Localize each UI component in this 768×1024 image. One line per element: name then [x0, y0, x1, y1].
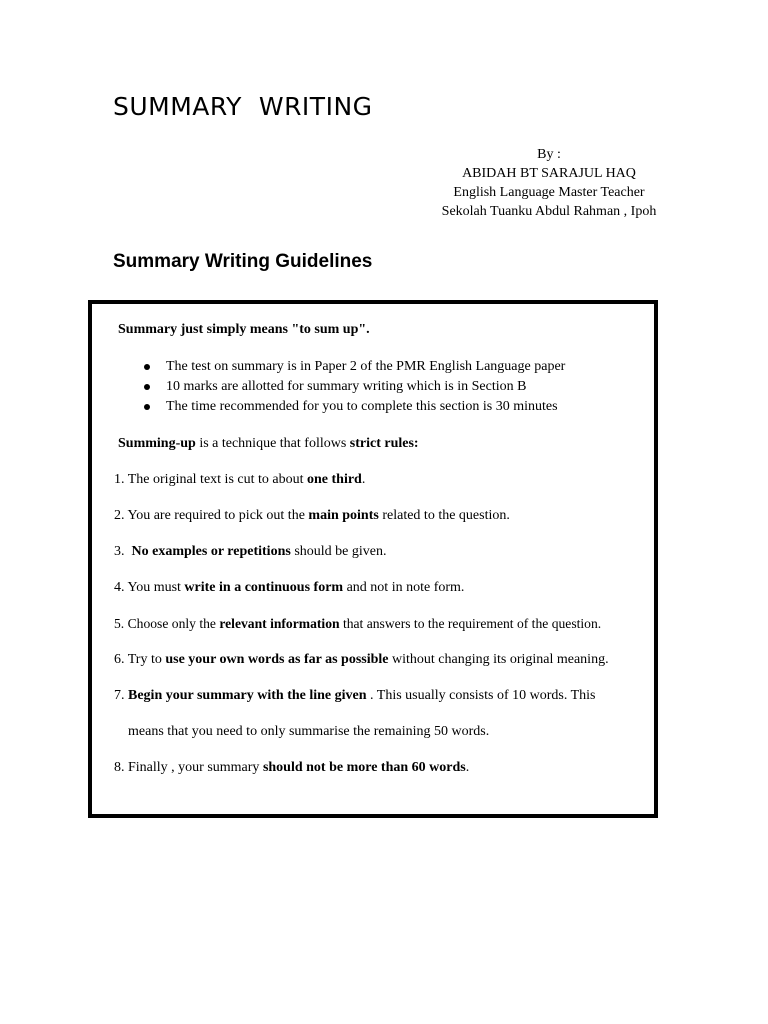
bullet-list: [144, 357, 565, 417]
intro-text: [118, 321, 370, 339]
bullet-icon: [144, 384, 150, 390]
rule-emphasis: Begin your summary with the line given: [128, 688, 367, 703]
list-item: [144, 357, 565, 377]
rule-text: means that you need to only summarise the remaining 50 words.: [114, 724, 490, 739]
bullet-icon: [144, 364, 150, 370]
bullet-text: The time recommended for you to complete this section is 30 minutes: [166, 399, 558, 414]
rule-4: [114, 579, 464, 597]
rule-emphasis: relevant information: [219, 616, 340, 631]
document-title: SUMMARY WRITING: [113, 92, 373, 121]
bullet-text: The test on summary is in Paper 2 of the PMR English Language paper: [166, 359, 566, 374]
rule-3: [114, 543, 386, 561]
guidelines-box: [88, 300, 658, 818]
rule-text: .: [465, 760, 470, 775]
summing-up-line: [118, 435, 419, 453]
rule-text: 3.: [114, 544, 132, 559]
rule-emphasis: write in a continuous form: [184, 580, 344, 595]
bullet-text: 10 marks are allotted for summary writing which is in Section B: [166, 379, 527, 394]
rule-text: 8. Finally , your summary: [114, 760, 263, 775]
rule-emphasis: one third: [307, 472, 362, 487]
byline-school: Sekolah Tuanku Abdul Rahman , Ipoh: [441, 204, 657, 219]
section-heading: Summary Writing Guidelines: [113, 251, 373, 272]
intro-bold: Summary just simply means "to sum up".: [118, 322, 370, 337]
rule-text: should be given.: [290, 544, 387, 559]
summing-up-term: Summing-up: [118, 436, 196, 451]
rule-text: that answers to the requirement of the question.: [339, 616, 602, 631]
strict-rules-label: strict rules:: [349, 436, 419, 451]
rule-text: 5. Choose only the: [114, 616, 220, 631]
rule-emphasis: main points: [308, 508, 379, 523]
rule-8: [114, 759, 469, 777]
rule-text: 2. You are required to pick out the: [114, 508, 309, 523]
summing-up-text: is a technique that follows: [195, 436, 350, 451]
rule-1: [114, 471, 365, 489]
byline-author-role: English Language Master Teacher: [453, 185, 645, 200]
rule-2: [114, 507, 510, 525]
rule-5: [114, 615, 601, 633]
rule-text: .: [361, 472, 366, 487]
bullet-icon: [144, 404, 150, 410]
rule-emphasis: should not be more than 60 words: [262, 760, 466, 775]
list-item: [144, 397, 565, 417]
byline-by: By :: [537, 147, 561, 162]
rule-emphasis: No examples or repetitions: [131, 544, 291, 559]
rule-text: related to the question.: [378, 508, 510, 523]
rule-text: . This usually consists of 10 words. This: [366, 688, 596, 703]
list-item: [144, 377, 565, 397]
rule-7-continuation: [114, 723, 489, 741]
author-byline: [420, 145, 678, 221]
rule-6: [114, 651, 609, 669]
rule-text: and not in note form.: [343, 580, 465, 595]
rule-text: without changing its original meaning.: [388, 652, 609, 667]
rule-emphasis: use your own words as far as possible: [165, 652, 389, 667]
byline-author-name: ABIDAH BT SARAJUL HAQ: [462, 166, 636, 181]
rule-text: 7.: [114, 688, 128, 703]
rule-text: 1. The original text is cut to about: [114, 472, 307, 487]
rule-7: [114, 687, 595, 705]
rule-text: 4. You must: [114, 580, 185, 595]
rule-text: 6. Try to: [114, 652, 166, 667]
